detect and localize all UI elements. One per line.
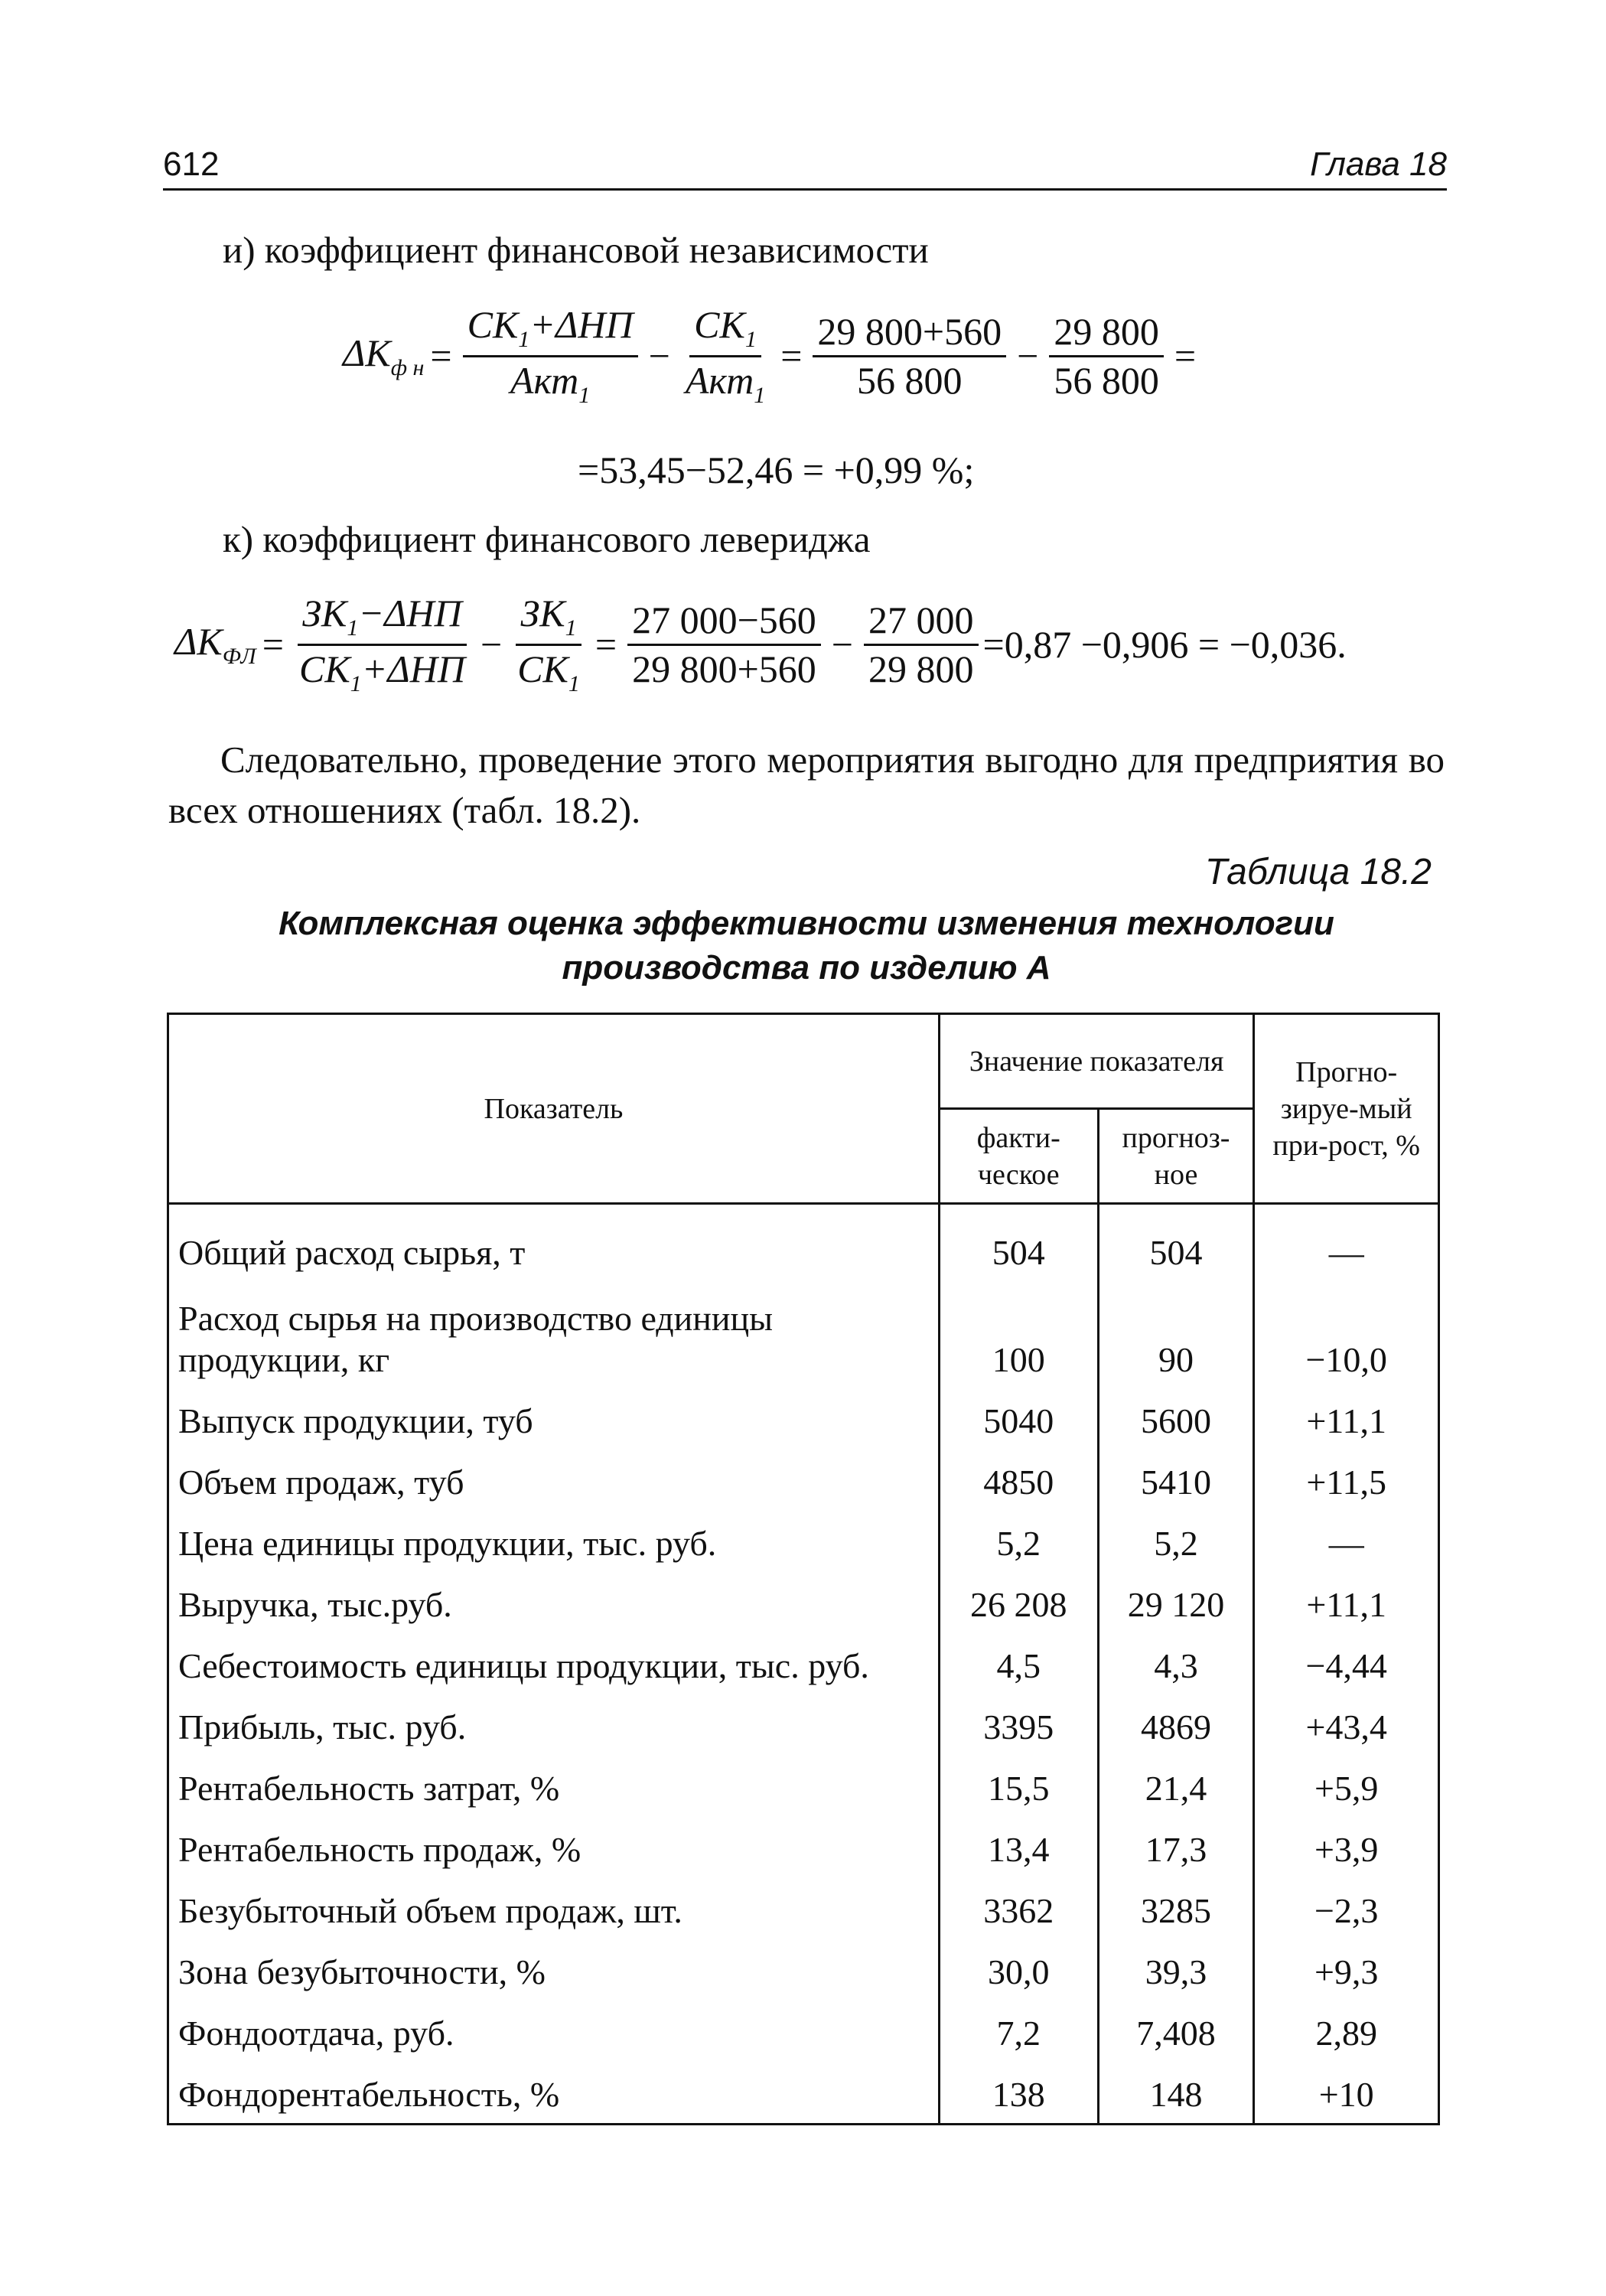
page-header [163,144,1447,191]
formula-i-fraction-4: $\frac{29 800}{56 800}$ [1049,311,1164,400]
table-row [168,2054,1439,2125]
formula-i-result: =53,45−52,46 = +0,99 %; [578,448,975,491]
row-actual: 7,2 [939,1993,1098,2054]
row-actual: 4850 [939,1442,1098,1503]
header-actual: факти-ческое [939,1109,1098,1204]
row-forecast: 4,3 [1098,1626,1254,1687]
row-growth: −4,44 [1254,1626,1439,1687]
row-indicator: Фондорентабельность, % [168,2054,940,2125]
row-actual: 4,5 [939,1626,1098,1687]
row-forecast: 4869 [1098,1687,1254,1748]
row-indicator: Рентабельность продаж, % [168,1809,940,1870]
row-indicator: Себестоимость единицы продукции, тыс. руб. [168,1626,940,1687]
row-indicator: Прибыль, тыс. руб. [168,1687,940,1748]
table-row [168,1932,1439,1993]
table-label: Таблица 18.2 [1204,852,1432,892]
row-forecast: 17,3 [1098,1809,1254,1870]
conclusion-paragraph: Следовательно, проведение этого мероприятия выгодно для предприятия во всех отношениях (табл. 18.2). [168,739,1445,831]
row-actual: 15,5 [939,1748,1098,1809]
formula-k-fraction-4: $\frac{27 000}{29 800}$ [864,600,979,689]
row-actual: 138 [939,2054,1098,2125]
row-indicator: Зона безубыточности, % [168,1932,940,1993]
table-row [168,1626,1439,1687]
row-forecast: 148 [1098,2054,1254,2125]
row-indicator: Объем продаж, туб [168,1442,940,1503]
row-indicator: Рентабельность затрат, % [168,1748,940,1809]
row-actual: 26 208 [939,1564,1098,1626]
row-growth: −2,3 [1254,1870,1439,1932]
formula-k-fraction-2: $\frac{ЗK_1}{CK_1}$ [517,592,580,696]
formula-i-fraction-2: $\frac{CK_1}{Акт_1}$ [685,303,766,408]
efficiency-table [167,1013,1440,2125]
row-forecast: 21,4 [1098,1748,1254,1809]
row-growth: +11,1 [1254,1381,1439,1442]
formula-i-lhs: $\Delta K_{ф н}$ [343,331,425,380]
formula-financial-leverage: $\Delta K_{ФЛ}$ = $\frac{ЗK_1-\Delta НП}{CK_1+\Delta НП}$ − $\frac{ЗK_1}{CK_1}$ = $\frac{27 000-560}{29 800+560}$ − $\frac{27 000}{29 800}$ =0,87 −0,906 = −0,036. [174,592,1347,696]
table-row [168,1564,1439,1626]
table-row [168,1442,1439,1503]
row-growth: — [1254,1204,1439,1274]
formula-i-fraction-1: $\frac{CK_1+\Delta НП}{Акт_1}$ [463,305,638,407]
row-forecast: 504 [1098,1204,1254,1274]
row-indicator: Расход сырья на производство единицы продукции, кг [168,1274,940,1381]
table-row [168,1503,1439,1564]
formula-k-fraction-1: $\frac{ЗK_1-\Delta НП}{CK_1+\Delta НП}$ [298,592,465,696]
row-growth: +5,9 [1254,1748,1439,1809]
table-title: Комплексная оценка эффективности изменения технологии производства по изделию А [279,905,1334,987]
row-growth: −10,0 [1254,1274,1439,1381]
row-actual: 3362 [939,1870,1098,1932]
row-actual: 3395 [939,1687,1098,1748]
row-growth: +11,5 [1254,1442,1439,1503]
table-row [168,1274,1439,1381]
item-i-label: и) коэффициент финансовой независимости [223,229,929,271]
chapter-label: Глава 18 [1310,145,1447,183]
row-growth: — [1254,1503,1439,1564]
item-k-label: к) коэффициент финансового левериджа [223,518,871,560]
header-forecast: прогноз-ное [1098,1109,1254,1204]
row-actual: 5040 [939,1381,1098,1442]
row-actual: 504 [939,1204,1098,1274]
table-row [168,1204,1439,1274]
row-indicator: Общий расход сырья, т [168,1204,940,1274]
row-indicator: Безубыточный объем продаж, шт. [168,1870,940,1932]
row-forecast: 29 120 [1098,1564,1254,1626]
row-growth: +10 [1254,2054,1439,2125]
row-forecast: 3285 [1098,1870,1254,1932]
row-forecast: 90 [1098,1274,1254,1381]
formula-k-fraction-3: $\frac{27 000-560}{29 800+560}$ [627,600,821,689]
row-growth: +11,1 [1254,1564,1439,1626]
row-forecast: 39,3 [1098,1932,1254,1993]
page-number: 612 [163,145,220,183]
row-actual: 5,2 [939,1503,1098,1564]
row-indicator: Цена единицы продукции, тыс. руб. [168,1503,940,1564]
row-actual: 100 [939,1274,1098,1381]
formula-k-result: =0,87 −0,906 = −0,036. [982,623,1347,666]
row-growth: +43,4 [1254,1687,1439,1748]
row-forecast: 7,408 [1098,1993,1254,2054]
table-row [168,1381,1439,1442]
formula-i-fraction-3: $\frac{29 800+560}{56 800}$ [813,311,1006,400]
row-growth: +9,3 [1254,1932,1439,1993]
table-body [168,1204,1439,2125]
row-growth: +3,9 [1254,1809,1439,1870]
row-forecast: 5410 [1098,1442,1254,1503]
row-forecast: 5,2 [1098,1503,1254,1564]
table-row [168,1870,1439,1932]
row-growth: 2,89 [1254,1993,1439,2054]
header-growth: Прогно-зируе-мый при-рост, % [1254,1014,1439,1204]
row-indicator: Выручка, тыс.руб. [168,1564,940,1626]
table-row [168,1748,1439,1809]
table-row [168,1993,1439,2054]
header-value-group: Значение показателя [939,1014,1253,1109]
row-forecast: 5600 [1098,1381,1254,1442]
row-actual: 13,4 [939,1809,1098,1870]
table-row [168,1809,1439,1870]
table-row [168,1687,1439,1748]
row-indicator: Выпуск продукции, туб [168,1381,940,1442]
row-actual: 30,0 [939,1932,1098,1993]
row-indicator: Фондоотдача, руб. [168,1993,940,2054]
header-indicator: Показатель [168,1014,940,1204]
formula-k-lhs: $\Delta K_{ФЛ}$ [174,620,256,669]
formula-financial-independence: $\Delta K_{ф н}$ = $\frac{CK_1+\Delta НП}{Акт_1}$ − $\frac{CK_1}{Акт_1}$ = $\frac{29 800+560}{56 800}$ − $\frac{29 800}{56 800}$ = [343,303,1197,408]
